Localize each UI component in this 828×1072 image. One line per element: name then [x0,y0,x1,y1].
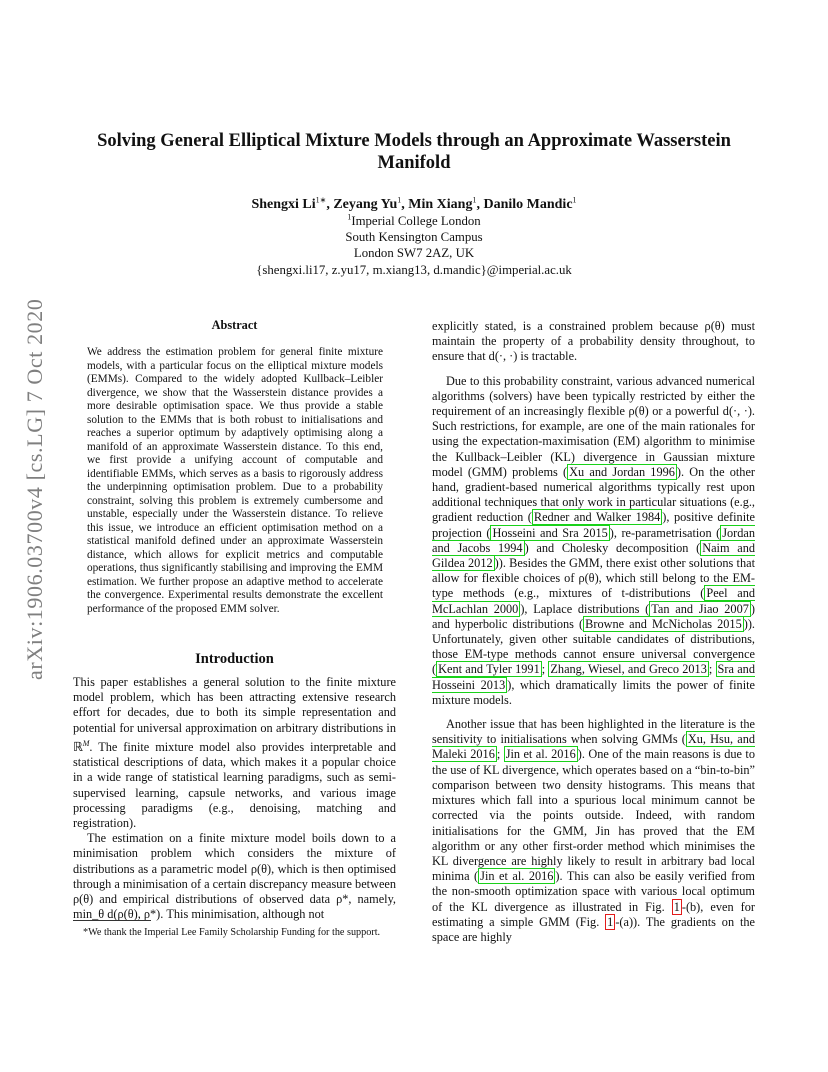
affiliation-mark: 1 [347,212,352,222]
body-text: ), positive definite projection ( [432,510,755,540]
right-paragraph-0: explicitly stated, is a constrained problem because ρ(θ) must maintain the property of a probability density throughout, to ensure that d(·, ·) is tractable. [432,319,755,364]
citation-link[interactable]: Jin et al. 2016 [480,869,554,884]
author-affiliation-mark: 1 [472,195,477,205]
body-text: ), which dramatically limits the power of finite mixture models. [432,677,755,707]
figure-reference-link[interactable]: 1 [673,899,680,914]
body-text: ) and hyperbolic distributions ( [432,601,755,631]
footnote-divider [73,920,151,921]
affiliation-block [70,213,758,278]
abstract-heading: Abstract [211,318,258,332]
affiliation-campus: South Kensington Campus [345,230,483,245]
body-text: Another issue that has been highlighted in the literature is the sensitivity to initialisations when solving GMMs ( [432,717,755,747]
body-text: )). Besides the GMM, there exist other solutions that allow for flexible choices of ρ(θ), which still belong to the EM-type methods (e.g., mixtures of t-distributions ( [432,556,755,601]
citation-link[interactable]: Kent and Tyler 1991 [438,662,540,677]
body-text: ; [541,662,549,677]
citation-link[interactable]: Hosseini and Sra 2015 [492,525,608,540]
body-text: ), re-parametrisation ( [609,525,721,540]
right-paragraph-1 [432,374,755,708]
author-name: Shengxi Li [251,197,316,212]
citation-link[interactable]: Browne and McNicholas 2015 [585,616,742,631]
author-list: Shengxi $Li^{1∗}$, Zeyang Yu$^1$, Min Xiang$^1$, Danilo Mandic$^1$ [251,195,577,212]
body-text: -(a)). The gradients on the space are highly [432,914,755,944]
citation-link[interactable]: Xu, Hsu, and Maleki 2016 [432,732,755,762]
author-affiliation-mark: 1∗ [315,195,327,205]
affiliation-institution: Imperial College London [351,214,481,228]
body-text: ) and Cholesky decomposition ( [524,540,701,555]
citation-link[interactable]: Redner and Walker 1984 [533,510,661,525]
paper-title: Solving General Elliptical Mixture Models through an Approximate Wasserstein Manifold [97,131,731,173]
figure-reference-link[interactable]: 1 [607,914,614,929]
citation-link[interactable]: Sra and Hosseini 2013 [432,662,755,692]
citation-link[interactable]: Peel and McLachlan 2000 [432,586,755,616]
citation-link[interactable]: Jordan and Jacobs 1994 [432,525,755,555]
citation-link[interactable]: Xu and Jordan 1996 [569,464,675,479]
introduction-body [73,675,396,922]
body-text: ), Laplace distributions ( [520,601,650,616]
citation-link[interactable]: Naim and Gildea 2012 [432,540,756,571]
body-text: ). This can also be easily verified from the non-smooth optimization space with various local optimum of the KL divergence as illustrated in Fig. [432,869,755,914]
introduction-heading: Introduction [195,651,274,667]
body-text: )). Unfortunately, given other suitable candidates of distributions, those EM-type methods cannot ensure universal convergence ( [432,616,755,677]
body-text: ; [496,747,504,762]
citation-link[interactable]: Tan and Jiao 2007 [651,601,749,616]
body-text: ). One of the main reasons is due to the use of KL divergence, which operates based on a “bin-to-bin” comparison between two density histograms. This means that mixtures which fall into a spurious local minimum cannot be corrected via the points outside. Indeed, with random initialisations for the GMM, Jin has proved that the EM algorithm or any other first-order method which minimises the KL divergence are highly likely to result in arbitrary bad local minima ( [432,747,755,884]
right-column-body [432,319,755,945]
intro-paragraph-1: This paper establishes a general solution to the finite mixture model problem, which has been attracting extensive research effort for decades, due to both its simple representation and potential for universal approximation on arbitrary distributions in ℝ$^M$. The finite mixture model also provides interpretable and statistical descriptions of data, which makes it a popular choice in a wide range of statistical learning paradigms, such as semi-supervised learning, capsule networks, and various image processing paradigms (e.g., denoising, matching and registration). [73,675,396,830]
body-text: Due to this probability constraint, various advanced numerical algorithms (solvers) have been typically restricted by either the requirement of an increasingly flexible ρ(θ) or a powerful d(·, ·). Such restrictions, for example, are one of the main rationales for using the expectation-maximisation (EM) algorithm to minimise the Kullback–Leibler (KL) divergence in Gaussian mixture model (GMM) problems ( [432,373,755,479]
affiliation-address: London SW7 2AZ, UK [353,246,475,261]
author-name: Min Xiang [408,197,473,212]
right-paragraph-2 [432,717,755,945]
body-text: -(b), even for estimating a simple GMM (Fig. [432,899,755,929]
affiliation-emails: {shengxi.li17, z.yu17, m.xiang13, d.mandic}@imperial.ac.uk [256,262,572,277]
footnote: *We thank the Imperial Lee Family Scholarship Funding for the support. [83,927,381,938]
body-text: ; [708,662,716,677]
author-affiliation-mark: 1 [572,195,577,205]
arxiv-identifier-stamp: arXiv:1906.03700v4 [cs.LG] 7 Oct 2020 [22,298,47,680]
citation-link[interactable]: Zhang, Wiesel, and Greco 2013 [550,662,707,677]
author-name: Danilo Mandic [483,197,573,212]
citation-link[interactable]: Jin et al. 2016 [505,747,576,762]
author-name: Zeyang Yu [333,197,398,212]
body-text: ). On the other hand, gradient-based numerical algorithms typically rest upon additional techniques that only work in particular situations (e.g., gradient reduction ( [432,464,755,525]
author-affiliation-mark: 1 [397,195,402,205]
abstract-text: We address the estimation problem for general finite mixture models, with a particular focus on the elliptical mixture models (EMMs). Compared to the widely adopted Kullback–Leibler divergence, we show that the Wasserstein distance provides a more desirable optimisation space. We thus provide a stable solution to the EMMs that is both robust to initialisations and reaches a superior optimum by adaptively optimising along a manifold of an approximate Wasserstein distance. To this end, we first provide a unifying account of computable and identifiable EMMs, which serves as a basis to rigorously address the underpinning optimisation problem. Due to a probability constraint, solving this problem is extremely cumbersome and unstable, especially under the Wasserstein distance. To relieve this issue, we introduce an efficient optimisation method on a statistical manifold defined under an approximate Wasserstein distance, which allows for explicit metrics and computable operations, thus significantly stabilising and improving the EMM estimation. We further propose an adaptive method to accelerate the convergence. Experimental results demonstrate the excellent performance of the proposed EMM solver. [87,346,383,615]
intro-paragraph-2: The estimation on a finite mixture model boils down to a minimisation problem which considers the mixture of distributions as a parametric model ρ(θ), which is then optimised through a minimisation of a certain discrepancy measure between ρ(θ) and empirical distributions of observed data ρ*, namely, min_θ d(ρ(θ), ρ*). This minimisation, although not [73,831,397,922]
